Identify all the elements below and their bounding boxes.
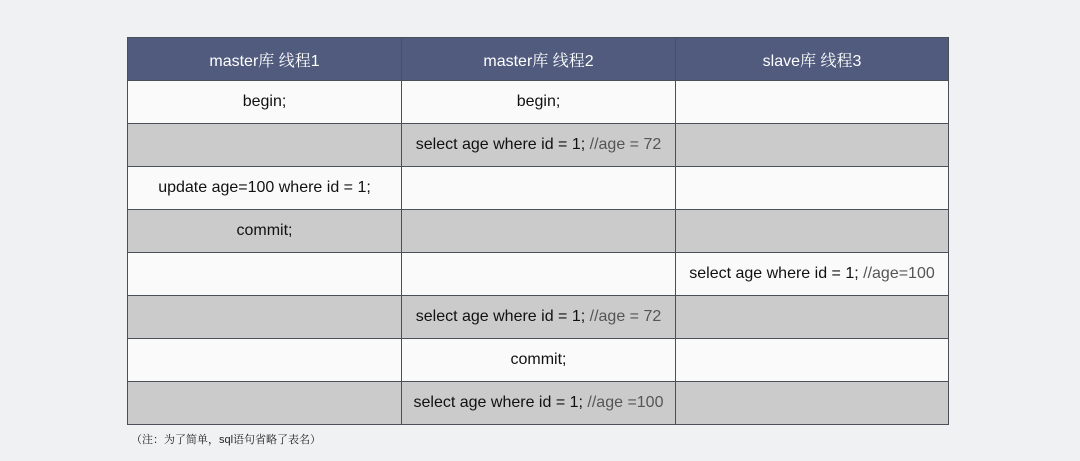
- cell-thread-1: [128, 253, 402, 296]
- cell-thread-3: [676, 382, 949, 425]
- cell-thread-1: [128, 124, 402, 167]
- cell-thread-2: select age where id = 1; //age =100: [402, 382, 676, 425]
- table-row: [128, 124, 949, 167]
- cell-thread-1: commit;: [128, 210, 402, 253]
- header-row: [128, 38, 949, 81]
- cell-thread-2: [402, 210, 676, 253]
- cell-thread-1: [128, 339, 402, 382]
- table-row: [128, 210, 949, 253]
- cell-thread-2: select age where id = 1; //age = 72: [402, 296, 676, 339]
- table-row: [128, 382, 949, 425]
- table-row: [128, 296, 949, 339]
- cell-thread-3: [676, 339, 949, 382]
- cell-thread-1: update age=100 where id = 1;: [128, 167, 402, 210]
- cell-thread-2: [402, 253, 676, 296]
- cell-thread-2: select age where id = 1; //age = 72: [402, 124, 676, 167]
- table-row: [128, 253, 949, 296]
- cell-thread-3: [676, 81, 949, 124]
- cell-thread-1: [128, 382, 402, 425]
- header-slave-thread-3: slave库 线程3: [676, 38, 949, 81]
- cell-thread-3: [676, 124, 949, 167]
- cell-thread-3: [676, 296, 949, 339]
- footnote: （注：为了简单，sql语句省略了表名）: [131, 434, 322, 446]
- cell-thread-2: [402, 167, 676, 210]
- table-row: [128, 81, 949, 124]
- cell-thread-3: [676, 210, 949, 253]
- cell-thread-2: begin;: [402, 81, 676, 124]
- table-row: [128, 339, 949, 382]
- cell-thread-3: select age where id = 1; //age=100: [676, 253, 949, 296]
- transaction-timeline-table: [127, 37, 949, 425]
- cell-thread-3: [676, 167, 949, 210]
- header-master-thread-2: master库 线程2: [402, 38, 676, 81]
- cell-thread-2: commit;: [402, 339, 676, 382]
- table-row: [128, 167, 949, 210]
- cell-thread-1: begin;: [128, 81, 402, 124]
- cell-thread-1: [128, 296, 402, 339]
- header-master-thread-1: master库 线程1: [128, 38, 402, 81]
